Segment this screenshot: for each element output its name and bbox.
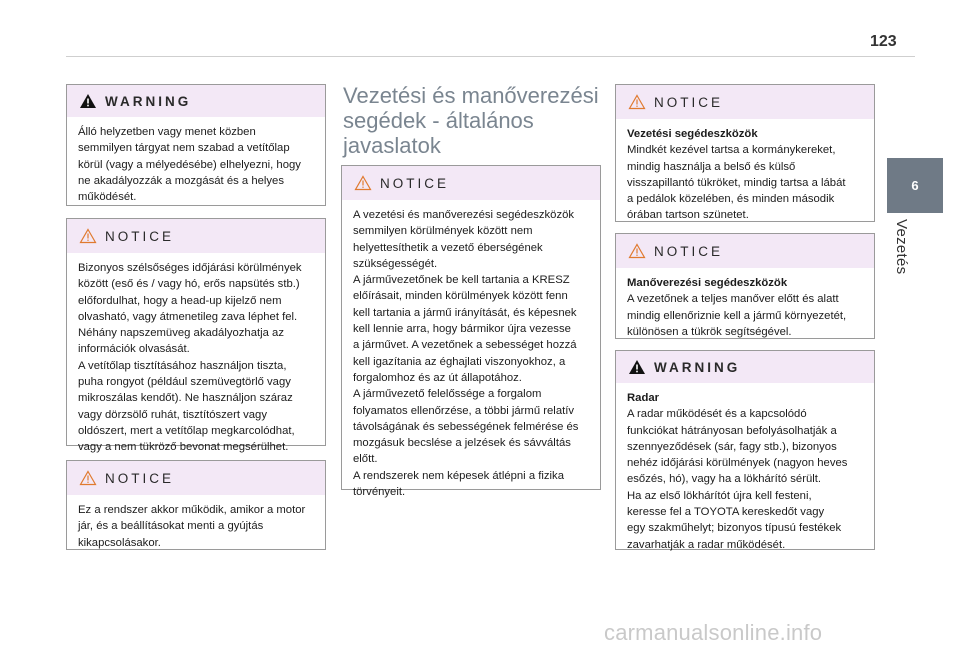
box-header <box>616 234 874 268</box>
notice-triangle-icon <box>628 94 646 110</box>
notice-triangle-icon <box>79 470 97 486</box>
warning-box-radar <box>615 350 875 550</box>
text-line: körül (vagy a mélyedésébe) elhelyezni, hogy <box>78 158 301 171</box>
text-line: között (eső és / vagy hó, erős napsütés stb.) <box>78 278 300 291</box>
text-line: órában tartson szünetet. <box>627 209 749 222</box>
notice-box-engine <box>66 460 326 550</box>
box-body <box>616 383 874 561</box>
text-line: nehéz időjárási körülmények (nagyon heves <box>627 457 848 470</box>
box-header <box>67 461 325 495</box>
text-line: A vezetőnek a teljes manőver előtt és alatt <box>627 293 839 306</box>
text-line: kell lennie arra, hogy bármikor újra vezesse <box>353 323 571 336</box>
section-title: Vezetési és manőverezési segédek - általános javaslatok <box>343 83 599 158</box>
warning-triangle-icon <box>628 359 646 375</box>
text-line: mindig használja a belső és külső <box>627 160 796 173</box>
box-header <box>67 85 325 117</box>
notice-box-driving-aids <box>341 165 601 499</box>
text-line: szennyeződések (sár, fagy stb.), bizonyos <box>627 440 837 453</box>
text-line: a pedálok közelében, és minden második <box>627 193 835 206</box>
text-line: A rendszerek nem képesek átlépni a fizika <box>353 469 564 482</box>
box-header <box>616 351 874 383</box>
box-header <box>342 166 600 200</box>
notice-triangle-icon <box>354 175 372 191</box>
text-line: Mindkét kezével tartsa a kormánykereket, <box>627 144 836 157</box>
box-title: NOTICE <box>105 470 175 486</box>
text-line: puha rongyot (például szemüvegtörlő vagy <box>78 376 291 389</box>
text-line: Ha az első lökhárítót újra kell festeni, <box>627 489 812 502</box>
text-line: működését. <box>78 191 137 204</box>
chapter-label: Vezetés <box>893 219 910 275</box>
top-divider <box>66 56 915 57</box>
box-title: WARNING <box>105 93 192 109</box>
text-line: Bizonyos szélsőséges időjárási körülmények <box>78 262 302 274</box>
box-header <box>67 219 325 253</box>
box-heading: Manőverezési segédeszközök <box>627 277 788 289</box>
box-body <box>616 268 874 348</box>
box-title: NOTICE <box>105 228 175 244</box>
text-line: keresse fel a TOYOTA kereskedőt vagy <box>627 506 825 519</box>
text-line: visszapillantó tükröket, mindig tartsa a lábát <box>627 176 846 189</box>
box-heading: Vezetési segédeszközök <box>627 128 758 140</box>
box-title: NOTICE <box>380 175 450 191</box>
text-line: kikapcsolásakor. <box>78 536 161 549</box>
text-line: a járművet. A vezetőnek a sebességet hozzá <box>353 339 577 352</box>
text-line: Álló helyzetben vagy menet közben <box>78 126 256 138</box>
text-line: oldószert, mert a vetítőlap megkarcolódhat, <box>78 424 295 437</box>
text-line: mikroszálas kendőt). Ne használjon száraz <box>78 392 293 405</box>
box-body <box>67 253 325 464</box>
text-line: különösen a tükrök segítségével. <box>627 325 792 338</box>
watermark-footer: carmanualsonline.info <box>604 620 823 645</box>
text-line: vagy a nem tükröző bevonat megsérülhet. <box>78 441 289 454</box>
notice-triangle-icon <box>79 228 97 244</box>
box-heading: Radar <box>627 392 660 404</box>
text-line: mindig ellenőriznie kell a jármű környezetét, <box>627 309 847 322</box>
text-line: zavarhatják a radar működését. <box>627 538 786 551</box>
text-line: semmilyen körülmények között nem <box>353 225 533 238</box>
notice-box-maneuver-tools <box>615 233 875 339</box>
text-line: helyettesíthetik a vezető éberségének <box>353 241 543 254</box>
text-line: kell igazítania az éghajlati viszonyokhoz, a <box>353 355 566 368</box>
notice-triangle-icon <box>628 243 646 259</box>
box-body <box>67 117 325 213</box>
box-body <box>616 119 874 232</box>
text-line: esőzés, hó), vagy ha a lökhárító sérült. <box>627 473 822 486</box>
box-body <box>342 200 600 508</box>
text-line: előírásait, minden körülmények között fenn <box>353 290 568 303</box>
text-line: A járművezetőnek be kell tartania a KRESZ <box>353 274 570 287</box>
text-line: előtt. <box>353 453 378 466</box>
box-body <box>67 495 325 559</box>
text-line: A vezetési és manőverezési segédeszközök <box>353 209 575 221</box>
text-line: forgalomhoz és az út állapotához. <box>353 371 522 384</box>
warning-triangle-icon <box>79 93 97 109</box>
text-line: A vetítőlap tisztításához használjon tiszta, <box>78 359 287 372</box>
text-line: információk olvasását. <box>78 343 190 356</box>
text-line: funkciókat hátrányosan befolyásolhatják a <box>627 424 837 437</box>
text-line: mozgásuk becslése a jelzések és sávváltás <box>353 437 571 450</box>
box-title: NOTICE <box>654 94 724 110</box>
notice-box-driving-tools <box>615 84 875 222</box>
text-line: szükségességét. <box>353 257 438 270</box>
notice-box-weather <box>66 218 326 454</box>
page-number: 123 <box>870 33 897 50</box>
box-title: WARNING <box>654 359 741 375</box>
text-line: Néhány napszemüveg akadályozhatja az <box>78 327 284 340</box>
text-line: törvényeit. <box>353 486 406 499</box>
text-line: egy szakműhelyt; bizonyos típusú festékek <box>627 522 842 535</box>
text-line: folyamatos ellenőrzése, a többi jármű relatív <box>353 404 575 417</box>
text-line: A radar működését és a kapcsolódó <box>627 408 807 421</box>
warning-box-projection <box>66 84 326 206</box>
box-title: NOTICE <box>654 243 724 259</box>
chapter-tab: 6 <box>887 158 943 213</box>
text-line: ne akadályozzák a mozgását és a helyes <box>78 174 284 187</box>
text-line: semmilyen tárgyat nem szabad a vetítőlap <box>78 142 290 155</box>
box-header <box>616 85 874 119</box>
text-line: kell tartania a jármű irányítását, és képesnek <box>353 306 577 319</box>
text-line: előfordulhat, hogy a head-up kijelző nem <box>78 294 282 307</box>
text-line: vagy dörzsölő ruhát, tisztítószert vagy <box>78 408 267 421</box>
text-line: olvasható, vagy átmenetileg zava léphet fel. <box>78 310 298 323</box>
text-line: Ez a rendszer akkor működik, amikor a motor <box>78 504 306 516</box>
text-line: jár, és a beállításokat menti a gyújtás <box>78 520 264 533</box>
text-line: távolságának és sebességének felmérése és <box>353 420 579 433</box>
text-line: A járművezető felelőssége a forgalom <box>353 388 542 401</box>
